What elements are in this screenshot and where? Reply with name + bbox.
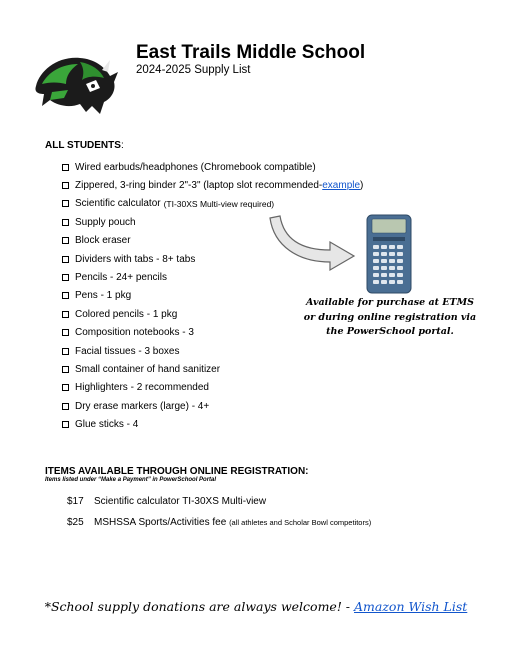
checkbox[interactable] xyxy=(62,348,69,355)
list-item: Composition notebooks - 3 xyxy=(62,324,363,342)
purchase-note: Available for purchase at ETMS or during online registration via the PowerSchool portal. xyxy=(303,297,477,337)
list-item: Facial tissues - 3 boxes xyxy=(62,342,363,360)
online-registration-heading: ITEMS AVAILABLE THROUGH ONLINE REGISTRATION: xyxy=(45,466,309,477)
checkbox[interactable] xyxy=(62,311,69,318)
checkbox[interactable] xyxy=(62,292,69,299)
list-item: Pens - 1 pkg xyxy=(62,287,363,305)
checkbox[interactable] xyxy=(62,403,69,410)
checkbox[interactable] xyxy=(62,329,69,336)
checkbox[interactable] xyxy=(62,219,69,226)
list-item: Zippered, 3-ring binder 2"-3" (laptop slot recommended- example ) xyxy=(62,176,363,194)
list-item: Dry erase markers (large) - 4+ xyxy=(62,397,363,415)
list-item: Glue sticks - 4 xyxy=(62,415,363,433)
list-item: Scientific calculator (TI-30XS Multi-view required) xyxy=(62,195,363,213)
list-item: Wired earbuds/headphones (Chromebook compatible) xyxy=(62,158,363,176)
all-students-heading: ALL STUDENTS: xyxy=(45,140,124,151)
checkbox[interactable] xyxy=(62,237,69,244)
checkbox[interactable] xyxy=(62,274,69,281)
page-subtitle: 2024-2025 Supply List xyxy=(136,64,251,76)
list-item: Block eraser xyxy=(62,232,363,250)
example-link[interactable]: example xyxy=(322,180,361,192)
amazon-wish-list-link[interactable]: Amazon Wish List xyxy=(354,599,468,614)
footer-donations: *School supply donations are always welcome! - Amazon Wish List xyxy=(44,599,468,614)
list-item: Dividers with tabs - 8+ tabs xyxy=(62,250,363,268)
curved-arrow-icon xyxy=(266,210,356,272)
checkbox[interactable] xyxy=(62,182,69,189)
calculator-icon xyxy=(366,214,412,294)
list-item: Pencils - 24+ pencils xyxy=(62,268,363,286)
online-registration-note: Items listed under “Make a Payment” in PowerSchool Portal xyxy=(45,477,217,483)
registration-item: $25 MSHSSA Sports/Activities fee (all athletes and Scholar Bowl competitors) xyxy=(67,517,372,528)
list-item: Supply pouch xyxy=(62,213,363,231)
checkbox[interactable] xyxy=(62,384,69,391)
list-item: Small container of hand sanitizer xyxy=(62,360,363,378)
checkbox[interactable] xyxy=(62,366,69,373)
bison-mascot-icon xyxy=(30,46,122,118)
checkbox[interactable] xyxy=(62,164,69,171)
checkbox[interactable] xyxy=(62,421,69,428)
checkbox[interactable] xyxy=(62,200,69,207)
checkbox[interactable] xyxy=(62,256,69,263)
list-item: Highlighters - 2 recommended xyxy=(62,379,363,397)
page-title: East Trails Middle School xyxy=(136,42,366,63)
price: $17 xyxy=(67,496,84,507)
registration-item: $17 Scientific calculator TI-30XS Multi-view xyxy=(67,496,267,507)
list-item: Colored pencils - 1 pkg xyxy=(62,305,363,323)
price: $25 xyxy=(67,517,84,528)
